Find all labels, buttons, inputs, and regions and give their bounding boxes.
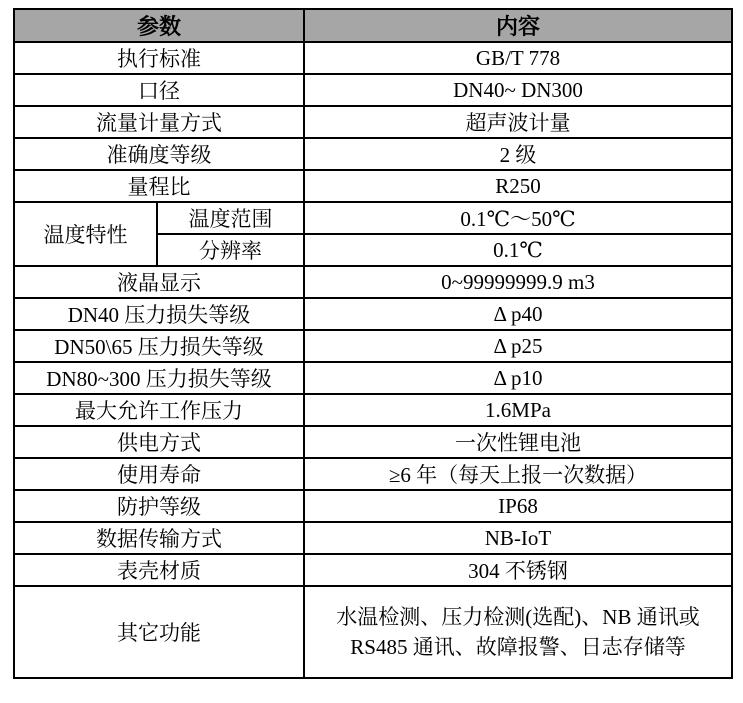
value-cell: 0~99999999.9 m3 — [304, 266, 732, 298]
table-row — [14, 298, 732, 330]
table-row — [14, 138, 732, 170]
param-cell: 量程比 — [14, 170, 304, 202]
param-cell: 供电方式 — [14, 426, 304, 458]
param-cell: 执行标准 — [14, 42, 304, 74]
value-cell: 304 不锈钢 — [304, 554, 732, 586]
header-row — [14, 9, 732, 42]
value-cell: 2 级 — [304, 138, 732, 170]
header-param: 参数 — [14, 9, 304, 42]
param-cell: DN40 压力损失等级 — [14, 298, 304, 330]
value-cell: R250 — [304, 170, 732, 202]
param-cell: DN50\65 压力损失等级 — [14, 330, 304, 362]
table-row — [14, 458, 732, 490]
table-row — [14, 490, 732, 522]
param-cell: 数据传输方式 — [14, 522, 304, 554]
param-group-cell: 温度特性 — [14, 202, 157, 266]
value-cell: Δ p25 — [304, 330, 732, 362]
param-cell: 表壳材质 — [14, 554, 304, 586]
value-cell: Δ p40 — [304, 298, 732, 330]
table-row — [14, 426, 732, 458]
table-row — [14, 106, 732, 138]
value-cell: 水温检测、压力检测(选配)、NB 通讯或 RS485 通讯、故障报警、日志存储等 — [304, 586, 732, 678]
value-cell: NB-IoT — [304, 522, 732, 554]
value-cell: 一次性锂电池 — [304, 426, 732, 458]
value-cell: IP68 — [304, 490, 732, 522]
table-row — [14, 522, 732, 554]
value-cell: ≥6 年（每天上报一次数据） — [304, 458, 732, 490]
table-row — [14, 362, 732, 394]
table-row-temp-range — [14, 202, 732, 234]
value-cell: 0.1℃ — [304, 234, 732, 266]
header-content: 内容 — [304, 9, 732, 42]
table-row — [14, 266, 732, 298]
sub-param-cell: 分辨率 — [157, 234, 304, 266]
spec-table — [13, 8, 733, 679]
table-row — [14, 170, 732, 202]
table-row-other-functions — [14, 586, 732, 678]
table-row — [14, 42, 732, 74]
param-cell: 流量计量方式 — [14, 106, 304, 138]
table-row — [14, 554, 732, 586]
param-cell: 准确度等级 — [14, 138, 304, 170]
value-cell: GB/T 778 — [304, 42, 732, 74]
param-cell: DN80~300 压力损失等级 — [14, 362, 304, 394]
param-cell: 其它功能 — [14, 586, 304, 678]
sub-param-cell: 温度范围 — [157, 202, 304, 234]
table-row — [14, 394, 732, 426]
value-cell: 超声波计量 — [304, 106, 732, 138]
value-cell: 0.1℃～50℃ — [304, 202, 732, 234]
param-cell: 液晶显示 — [14, 266, 304, 298]
param-cell: 口径 — [14, 74, 304, 106]
param-cell: 最大允许工作压力 — [14, 394, 304, 426]
value-cell: Δ p10 — [304, 362, 732, 394]
param-cell: 防护等级 — [14, 490, 304, 522]
value-cell: 1.6MPa — [304, 394, 732, 426]
param-cell: 使用寿命 — [14, 458, 304, 490]
value-cell: DN40~ DN300 — [304, 74, 732, 106]
table-row — [14, 74, 732, 106]
table-row — [14, 330, 732, 362]
